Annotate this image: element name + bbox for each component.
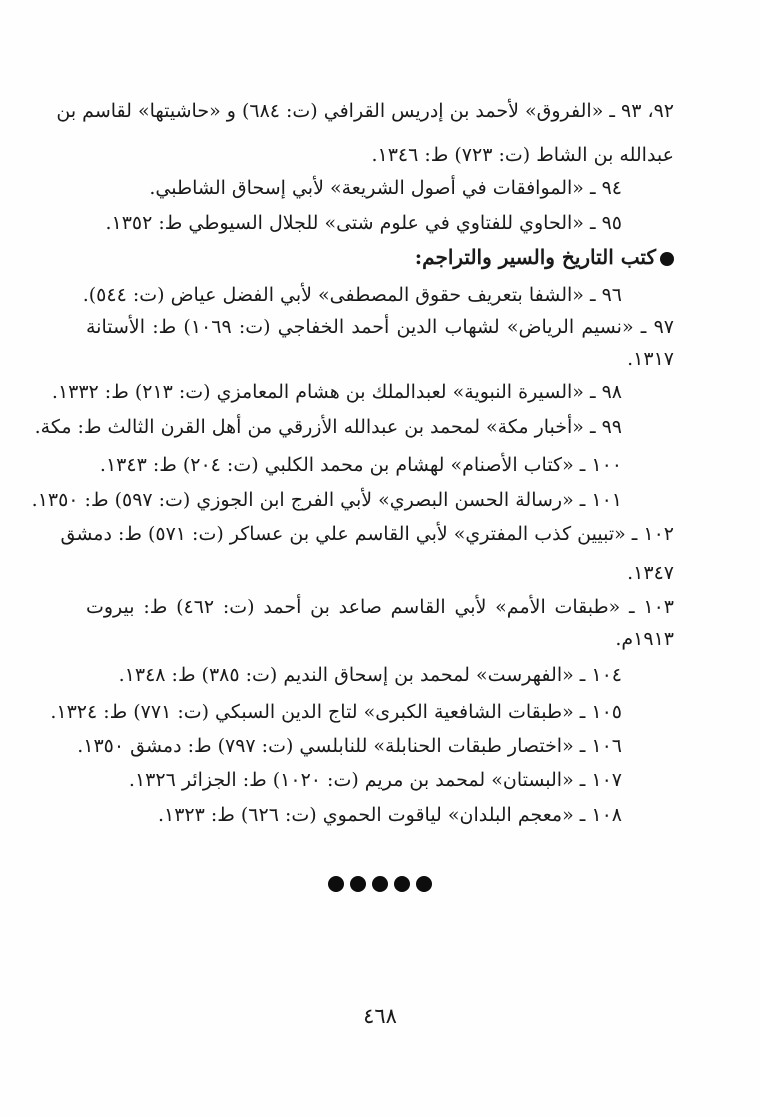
entry-107: ١٠٧ ـ «البستان» لمحمد بن مريم (ت: ١٠٢٠) ط: الجزائر ١٣٢٦. bbox=[128, 769, 622, 791]
divider-dot-icon bbox=[394, 876, 410, 892]
entry-102-line-1: ١٠٢ ـ «تبيين كذب المفتري» لأبي القاسم علي بن عساكر (ت: ٥٧١) ط: دمشق bbox=[60, 523, 674, 545]
entry-105: ١٠٥ ـ «طبقات الشافعية الكبرى» لتاج الدين السبكي (ت: ٧٧١) ط: ١٣٢٤. bbox=[50, 701, 622, 723]
entry-101: ١٠١ ـ «رسالة الحسن البصري» لأبي الفرج ابن الجوزي (ت: ٥٩٧) ط: ١٣٥٠. bbox=[31, 489, 622, 511]
entry-95: ٩٥ ـ «الحاوي للفتاوي في علوم شتى» للجلال السيوطي ط: ١٣٥٢. bbox=[105, 212, 622, 234]
entry-104: ١٠٤ ـ «الفهرست» لمحمد بن إسحاق النديم (ت: ٣٨٥) ط: ١٣٤٨. bbox=[118, 664, 622, 686]
entry-103-line-2: ١٩١٣م. bbox=[615, 628, 674, 650]
section-divider bbox=[0, 876, 760, 896]
entry-108: ١٠٨ ـ «معجم البلدان» لياقوت الحموي (ت: ٦٢٦) ط: ١٣٢٣. bbox=[157, 804, 622, 826]
entry-94: ٩٤ ـ «الموافقات في أصول الشريعة» لأبي إسحاق الشاطبي. bbox=[149, 177, 622, 199]
entry-92-93-line-1: ٩٢، ٩٣ ـ «الفروق» لأحمد بن إدريس القرافي (ت: ٦٨٤) و «حاشيتها» لقاسم بن bbox=[56, 100, 674, 122]
entry-97-line-1: ٩٧ ـ «نسيم الرياض» لشهاب الدين أحمد الخفاجي (ت: ١٠٦٩) ط: الأستانة bbox=[86, 316, 674, 338]
bullet-icon bbox=[660, 252, 674, 266]
divider-dot-icon bbox=[372, 876, 388, 892]
entry-102-line-2: ١٣٤٧. bbox=[627, 562, 674, 584]
entry-98: ٩٨ ـ «السيرة النبوية» لعبدالملك بن هشام المعامزي (ت: ٢١٣) ط: ١٣٣٢. bbox=[51, 381, 622, 403]
entry-97-line-2: ١٣١٧. bbox=[627, 348, 674, 370]
section-heading bbox=[415, 242, 674, 272]
entry-96: ٩٦ ـ «الشفا بتعريف حقوق المصطفى» لأبي الفضل عياض (ت: ٥٤٤). bbox=[82, 284, 622, 306]
page-number: ٤٦٨ bbox=[363, 1004, 397, 1028]
divider-dot-icon bbox=[416, 876, 432, 892]
divider-dot-icon bbox=[328, 876, 344, 892]
section-heading-text: كتب التاريخ والسير والتراجم: bbox=[414, 245, 656, 269]
entry-103-line-1: ١٠٣ ـ «طبقات الأمم» لأبي القاسم صاعد بن أحمد (ت: ٤٦٢) ط: بيروت bbox=[86, 596, 675, 618]
entry-99: ٩٩ ـ «أخبار مكة» لمحمد بن عبدالله الأزرقي من أهل القرن الثالث ط: مكة. bbox=[34, 416, 622, 438]
entry-100: ١٠٠ ـ «كتاب الأصنام» لهشام بن محمد الكلبي (ت: ٢٠٤) ط: ١٣٤٣. bbox=[99, 454, 622, 476]
divider-dot-icon bbox=[350, 876, 366, 892]
entry-92-93-line-2: عبدالله بن الشاط (ت: ٧٢٣) ط: ١٣٤٦. bbox=[371, 144, 674, 166]
entry-106: ١٠٦ ـ «اختصار طبقات الحنابلة» للنابلسي (ت: ٧٩٧) ط: دمشق ١٣٥٠. bbox=[77, 735, 622, 757]
